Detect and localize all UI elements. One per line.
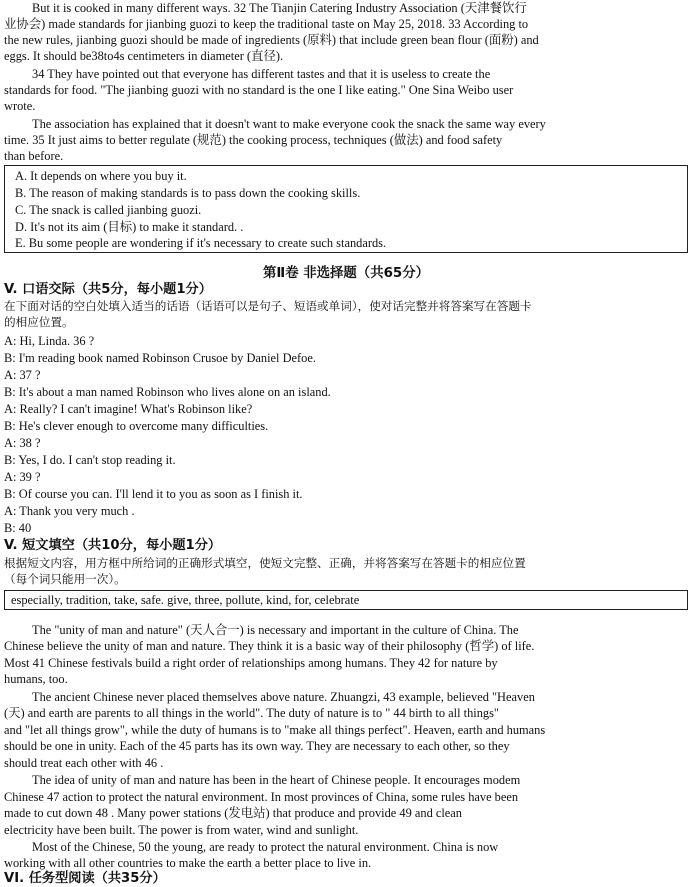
- passage-line: The ancient Chinese never placed themselves above nature. Zhuangzi, 43 example, believed "Heaven: [32, 690, 535, 704]
- part2-title: 第Ⅱ卷 非选择题（共65分）: [262, 266, 430, 281]
- passage-line: made to cut down 48 . Many power stations (发电站) that produce and provide 49 and clean: [4, 806, 462, 820]
- passage-line: humans, too.: [4, 672, 68, 686]
- passage-line: Most 41 Chinese festivals build a right order of relationships among humans. They 42 for nature by: [4, 656, 498, 670]
- passage-line: working with all other countries to make the earth a better place to live in.: [4, 856, 372, 870]
- section-v-cloze-title: V. 短文填空（共10分，每小题1分）: [4, 538, 222, 553]
- instructions-line: （每个词只能用一次）。: [4, 572, 126, 586]
- option-d: D. It's not its aim (目标) to make it standard. .: [15, 220, 244, 234]
- passage-line: and "let all things grow", while the duty of humans is to "make all things perfect". Heaven, earth and humans: [4, 723, 546, 737]
- para1-line: The association has explained that it doesn't want to make everyone cook the snack the same way every: [32, 117, 546, 131]
- para1-line: the new rules, jianbing guozi should be made of ingredients (原料) that include green bean flour (面粉) and: [4, 33, 539, 47]
- word-box-text: especially, tradition, take, safe. give, three, pollute, kind, for, celebrate: [11, 593, 360, 607]
- para1-line: standards for food. "The jianbing guozi with no standard is the one I like eating." One Sina Weibo user: [4, 83, 514, 97]
- instructions-line: 根据短文内容，用方框中所给词的正确形式填空，使短文完整、正确，并将答案写在答题卡的相应位置: [4, 556, 526, 570]
- section-v-dialogue-title: V. 口语交际（共5分，每小题1分）: [4, 282, 212, 297]
- instructions-line: 在下面对话的空白处填入适当的话语（话语可以是句子、短语或单词），使对话完整并将答案写在答题卡: [4, 299, 532, 313]
- passage-line: should treat each other with 46 .: [4, 756, 164, 770]
- dialogue-line: A: Thank you very much .: [4, 504, 135, 518]
- para1-line: time. 35 It just aims to better regulate (规范) the cooking process, techniques (做法) and food safety: [4, 133, 503, 147]
- dialogue-line: B: Of course you can. I'll lend it to you as soon as I finish it.: [4, 487, 303, 501]
- passage-line: Most of the Chinese, 50 the young, are ready to protect the natural environment. China is now: [32, 840, 499, 854]
- section-vi-title: VI. 任务型阅读（共35分）: [4, 871, 166, 886]
- dialogue-line: B: It's about a man named Robinson who lives alone on an island.: [4, 385, 331, 399]
- para1-line: eggs. It should be38to4s centimeters in diameter (直径).: [4, 49, 284, 63]
- passage-line: (天) and earth are parents to all things in the world". The duty of nature is to " 44 birth to all things": [4, 706, 499, 720]
- para1-line: than before.: [4, 149, 64, 163]
- para1-line: But it is cooked in many different ways. 32 The Tianjin Catering Industry Association (天津餐饮行: [32, 1, 527, 15]
- passage-line: electricity have been built. The power is from water, wind and sunlight.: [4, 823, 359, 837]
- passage-line: Chinese believe the unity of man and nature. They think it is a basic way of their philosophy (哲学) of life.: [4, 639, 535, 653]
- dialogue-line: B: Yes, I do. I can't stop reading it.: [4, 453, 176, 467]
- dialogue-line: A: 38 ?: [4, 436, 41, 450]
- option-a: A. It depends on where you buy it.: [15, 169, 187, 183]
- option-b: B. The reason of making standards is to pass down the cooking skills.: [15, 186, 361, 200]
- dialogue-line: B: He's clever enough to overcome many difficulties.: [4, 419, 269, 433]
- option-e: E. Bu some people are wondering if it's necessary to create such standards.: [15, 236, 387, 250]
- dialogue-line: A: 39 ?: [4, 470, 41, 484]
- dialogue-line: B: 40: [4, 521, 32, 535]
- passage-line: The idea of unity of man and nature has been in the heart of Chinese people. It encourages modem: [32, 773, 521, 787]
- dialogue-line: A: 37 ?: [4, 368, 41, 382]
- dialogue-line: B: I'm reading book named Robinson Crusoe by Daniel Defoe.: [4, 351, 316, 365]
- passage-line: Chinese 47 action to protect the natural environment. In most provinces of China, some rules have been: [4, 790, 519, 804]
- passage-line: should be one in unity. Each of the 45 parts has its own way. They are necessary to each other, so they: [4, 739, 510, 753]
- instructions-line: 的相应位置。: [4, 315, 74, 329]
- word-box: [4, 590, 688, 610]
- para1-line: wrote.: [4, 99, 36, 113]
- option-c: C. The snack is called jianbing guozi.: [15, 203, 202, 217]
- options-box: [4, 165, 688, 253]
- para1-line: 业协会) made standards for jianbing guozi to keep the traditional taste on May 25, 2018. 33 According to: [4, 17, 529, 31]
- dialogue-line: A: Hi, Linda. 36 ?: [4, 334, 95, 348]
- para1-line: 34 They have pointed out that everyone has different tastes and that it is useless to create the: [32, 67, 491, 81]
- passage-line: The "unity of man and nature" (天人合一) is necessary and important in the culture of China. The: [32, 623, 519, 637]
- dialogue-line: A: Really? I can't imagine! What's Robinson like?: [4, 402, 253, 416]
